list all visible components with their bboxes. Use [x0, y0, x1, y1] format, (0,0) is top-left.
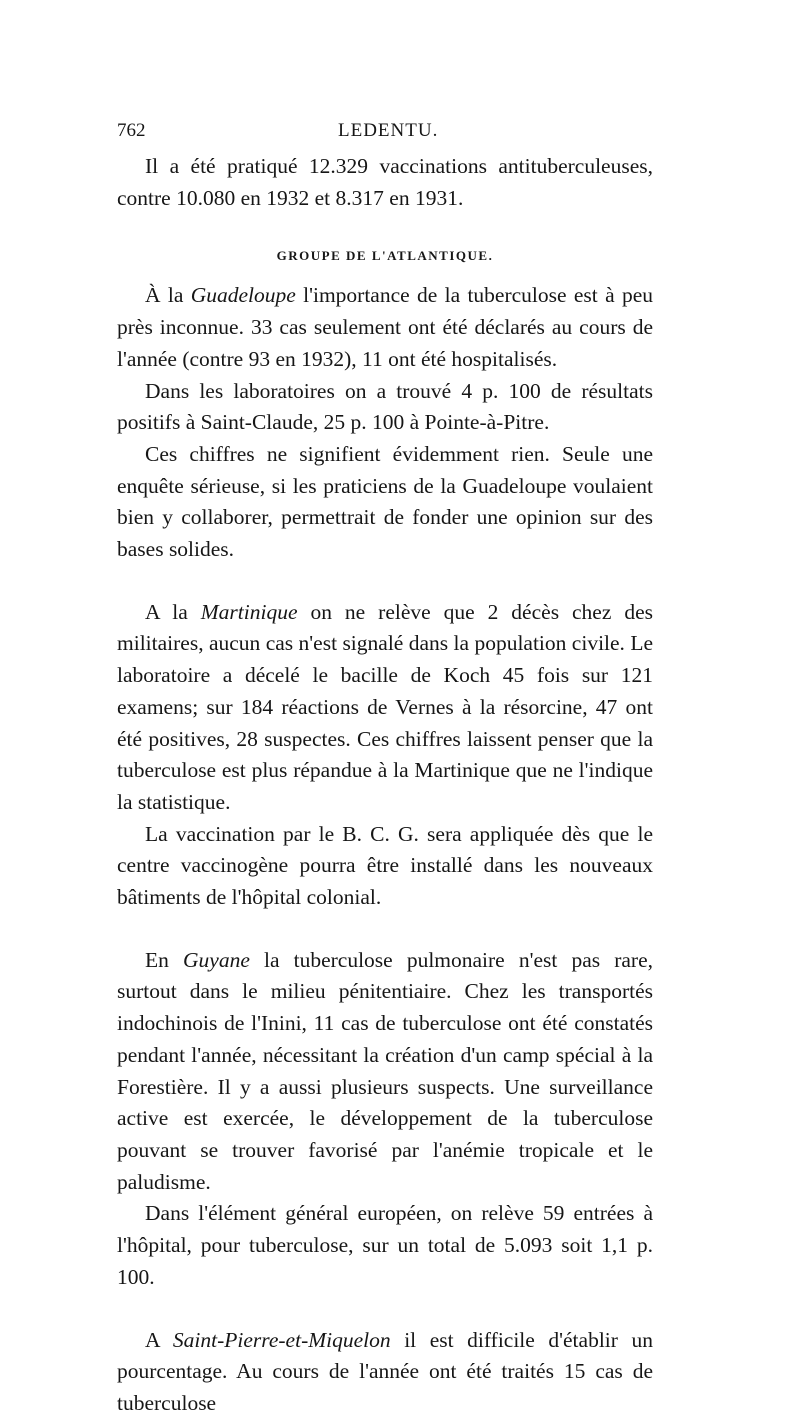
running-head: LEDENTU. [338, 120, 439, 141]
paragraph-laboratoires: Dans les laboratoires on a trouvé 4 p. 100 de résultats positifs à Saint-Claude, 25 p. 100 à Pointe-à-Pitre. [117, 378, 653, 435]
section-heading: GROUPE DE L'ATLANTIQUE. [276, 248, 494, 264]
paragraph-guadeloupe [117, 280, 653, 375]
page-body [117, 151, 653, 1420]
paragraph-lead: A [145, 1327, 173, 1352]
paragraph-martinique [117, 597, 653, 819]
place-name-guadeloupe: Guadeloupe [190, 283, 296, 308]
paragraph-europeen: Dans l'élément général européen, on relève 59 entrées à l'hôpital, pour tuberculose, sur un total de 5.093 soit 1,1 p. 100. [117, 1201, 653, 1289]
paragraph-gap [117, 566, 653, 597]
paragraph-gap [117, 914, 653, 945]
paragraph-text: la tuberculose pulmonaire n'est pas rare, surtout dans le milieu pénitentiaire. Chez les transportés indochinois de l'Inini, 11 cas de tuberculose ont été constatés pendant l'année, nécessitant la création d'un camp spécial à la Forestière. Il y a aussi plusieurs suspects. Une surveillance active est exercée, le développement de la tuberculose pouvant se trouver favorisé par l'anémie tropicale et le paludisme. [117, 947, 653, 1194]
paragraph-chiffres: Ces chiffres ne signifient évidemment rien. Seule une enquête sérieuse, si les praticiens de la Guadeloupe voulaient bien y collaborer, permettrait de fonder une opinion sur des bases solides. [117, 441, 653, 562]
paragraph-bcg: La vaccination par le B. C. G. sera appliquée dès que le centre vaccinogène pourra être installé dans les nouveaux bâtiments de l'hôpital colonial. [117, 821, 653, 910]
paragraph-lead: À la [145, 283, 191, 308]
paragraph-text: l'importance de la tuberculose est à peu près inconnue. 33 cas seulement ont été déclarés au cours de l'année (contre 93 en 1932), 11 ont été hospitalisés. [117, 283, 654, 371]
place-name-saint-pierre-et-miquelon: Saint-Pierre-et-Miquelon [172, 1327, 391, 1352]
paragraph-text: il est difficile d'établir un pourcentage. Au cours de l'année ont été traités 15 cas de tuberculose [117, 1327, 653, 1415]
paragraph-guyane [117, 945, 653, 1199]
page-number: 762 [117, 120, 146, 141]
paragraph-vaccinations: Il a été pratiqué 12.329 vaccinations antituberculeuses, contre 10.080 en 1932 et 8.317 en 1931. [117, 154, 653, 210]
place-name-guyane: Guyane [183, 947, 250, 972]
paragraph-gap [117, 1294, 653, 1325]
paragraph-lead: A la [145, 599, 201, 624]
place-name-martinique: Martinique [200, 599, 298, 624]
page-header [117, 120, 651, 148]
paragraph-lead: En [145, 947, 183, 972]
paragraph-saint-pierre [117, 1325, 653, 1420]
paragraph-text: on ne relève que 2 décès chez des militaires, aucun cas n'est signalé dans la population civile. Le laboratoire a décelé le bacille de Koch 45 fois sur 121 examens; sur 184 réactions de Vernes à la résorcine, 47 ont été positives, 28 suspectes. Ces chiffres laissent penser que la tuberculose est plus répandue à la Martinique que ne l'indique la statistique. [117, 599, 653, 814]
